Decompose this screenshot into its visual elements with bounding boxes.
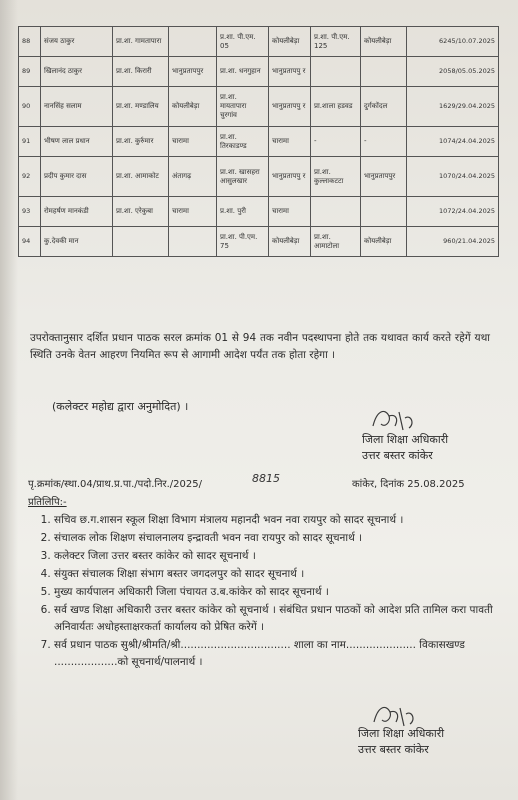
table-cell-s1: प्रा.शा. आमाकोट	[113, 157, 169, 197]
table-cell-b3: कोयलीबेड़ा	[361, 27, 407, 57]
table-cell-no: 91	[19, 127, 41, 157]
officer-office: उत्तर बस्तर कांकेर	[362, 449, 433, 462]
copy-list	[22, 512, 518, 672]
place-date: कांकेर, दिनांक 25.08.2025	[352, 479, 465, 490]
table-row	[19, 27, 499, 57]
table-cell-name: कु.देवकी मान	[41, 227, 113, 257]
table-row	[19, 227, 499, 257]
officer-office: उत्तर बस्तर कांकेर	[358, 743, 429, 756]
table-cell-date: 1070/24.04.2025	[407, 157, 499, 197]
table-cell-no: 89	[19, 57, 41, 87]
table-cell-b3: कोयलीबेड़ा	[361, 227, 407, 257]
officer-title: जिला शिक्षा अधिकारी	[358, 727, 445, 740]
table-cell-s2: प्र.शा. पी.एम. 05	[217, 27, 269, 57]
table-cell-b3: -	[361, 127, 407, 157]
table-cell-b3: दुर्गकोंदल	[361, 87, 407, 127]
copy-item: 2. संचालक लोक शिक्षण संचालनालय इन्द्रावती भवन नवा रायपुर को सादर सूचनार्थ ।	[54, 530, 518, 547]
table-cell-no: 88	[19, 27, 41, 57]
page-edge-shadow	[0, 0, 18, 800]
table-cell-b2: चारामा	[269, 127, 311, 157]
table-row	[19, 57, 499, 87]
table-cell-s2: प्रा.शा. पी.एम. 75	[217, 227, 269, 257]
table-cell-no: 94	[19, 227, 41, 257]
table-cell-date: 1074/24.04.2025	[407, 127, 499, 157]
table-cell-b2: कोयलीबेड़ा	[269, 27, 311, 57]
table-cell-s1: प्रा.शा. एरेकुबा	[113, 197, 169, 227]
posting-table	[18, 26, 498, 257]
table-row	[19, 197, 499, 227]
copy-item: 7. सर्व प्रधान पाठक सुश्री/श्रीमति/श्री................................. शाला का नाम..................... विकासखण्ड ...................को सूचनार्थ/पालनार्थ ।	[54, 637, 518, 671]
table-cell-no: 92	[19, 157, 41, 197]
copy-item: 1. सचिव छ.ग.शासन स्कूल शिक्षा विभाग मंत्रालय महानदी भवन नवा रायपुर को सादर सूचनार्थ ।	[54, 512, 518, 529]
table-cell-s3: प्रा.शा. आमाटोला	[311, 227, 361, 257]
table-cell-b1	[169, 27, 217, 57]
table-cell-s2: प्रा.शा. खासहरा आसुलखार	[217, 157, 269, 197]
approval-note: (कलेक्टर महोद्य द्वारा अनुमोदित) ।	[52, 400, 189, 413]
table-cell-s2: प्रा.शा. तिरकाडण्ड	[217, 127, 269, 157]
table-cell-b2: भानुप्रतापपु र	[269, 157, 311, 197]
table-cell-b2: कोयलीबेड़ा	[269, 227, 311, 257]
table-cell-b2: भानुप्रतापपु र	[269, 87, 311, 127]
table-row	[19, 127, 499, 157]
table-cell-s3: प्र.शा. पी.एम. 125	[311, 27, 361, 57]
table-cell-name: प्रदीप कुमार दास	[41, 157, 113, 197]
table-cell-s1	[113, 227, 169, 257]
table-cell-date: 6245/10.07.2025	[407, 27, 499, 57]
table-cell-b1	[169, 227, 217, 257]
table-cell-b1: कोयलीबेड़ा	[169, 87, 217, 127]
table-cell-name: खिलानंद ठाकुर	[41, 57, 113, 87]
table-row	[19, 157, 499, 197]
table-cell-name: भीषण लाल प्रधान	[41, 127, 113, 157]
table-cell-b1: चारामा	[169, 127, 217, 157]
table-cell-no: 93	[19, 197, 41, 227]
copy-item: 6. सर्व खण्ड शिक्षा अधिकारी उत्तर बस्तर कांकेर को सूचनार्थ । संबंधित प्रधान पाठकों को आदेश प्रति तामिल करा पावती अनिवार्यतः अधोहस्ताक्षरकर्ता कार्यालय को प्रेषित करेगें ।	[54, 602, 518, 636]
copy-item: 5. मुख्य कार्यपालन अधिकारी जिला पंचायत उ.ब.कांकेर को सादर सूचनार्थ ।	[54, 584, 518, 601]
officer-signature-block	[362, 432, 448, 464]
table-cell-no: 90	[19, 87, 41, 127]
officer-signature-block	[358, 726, 444, 758]
table-cell-s2: प्रा.शा. धनगुहान	[217, 57, 269, 87]
officer-title: जिला शिक्षा अधिकारी	[362, 433, 449, 446]
table-cell-s3: प्रा.शा. कुल्लाकटटा	[311, 157, 361, 197]
table-cell-b1: चारामा	[169, 197, 217, 227]
table-cell-s1: प्रा.शा. किरारी	[113, 57, 169, 87]
copy-to-label: प्रतिलिपि:-	[28, 497, 67, 508]
table-cell-s2: प्रा.शा. मायतापारा चुरगांव	[217, 87, 269, 127]
table-cell-b1: भानुप्रतापपुर	[169, 57, 217, 87]
table-cell-s2: प्र.शा. पुरी	[217, 197, 269, 227]
table-cell-date: 1629/29.04.2025	[407, 87, 499, 127]
handwritten-dispatch-number: 8815	[252, 472, 280, 485]
table-cell-date: 2058/05.05.2025	[407, 57, 499, 87]
copy-item: 3. कलेक्टर जिला उत्तर बस्तर कांकेर को सादर सूचनार्थ ।	[54, 548, 518, 565]
table-cell-s3	[311, 57, 361, 87]
table-cell-s3: -	[311, 127, 361, 157]
order-paragraph: उपरोक्तानुसार दर्शित प्रधान पाठक सरल क्रमांक 01 से 94 तक नवीन पदस्थापना होते तक यथावत कार्य करते रहेगें यथा स्थिति उनके वेतन आहरण नियमित रूप से आगामी आदेश पर्यंत तक होता रहेगा ।	[30, 332, 490, 361]
table-cell-s1: प्रा.शा. मण्डालिय	[113, 87, 169, 127]
table-cell-b2: भानुप्रतापपु र	[269, 57, 311, 87]
table-cell-name: नानसिंह सलाम	[41, 87, 113, 127]
table-cell-name: रोमहर्षण मानकंडी	[41, 197, 113, 227]
signature-mark	[355, 404, 505, 434]
table-cell-date: 960/21.04.2025	[407, 227, 499, 257]
table-cell-s1: प्रा.शा. कुर्रुमार	[113, 127, 169, 157]
table-cell-s3: प्रा.शाला हडवड	[311, 87, 361, 127]
table-row	[19, 87, 499, 127]
table-cell-date: 1072/24.04.2025	[407, 197, 499, 227]
copy-item: 4. संयुक्त संचालक शिक्षा संभाग बस्तर जगदलपुर को सादर सूचनार्थ ।	[54, 566, 518, 583]
table-cell-s3	[311, 197, 361, 227]
table-cell-b3: भानुप्रतापपुर	[361, 157, 407, 197]
table-cell-b2: चारामा	[269, 197, 311, 227]
reference-number: पृ.क्रमांक/स्था.04/प्राथ.प्र.पा./पदो.निर./2025/	[28, 479, 202, 490]
table-cell-b1: अंतागढ़	[169, 157, 217, 197]
table-cell-b3	[361, 57, 407, 87]
table-cell-name: संजय ठाकुर	[41, 27, 113, 57]
table-cell-b3	[361, 197, 407, 227]
table-cell-s1: प्रा.शा. गामतापारा	[113, 27, 169, 57]
